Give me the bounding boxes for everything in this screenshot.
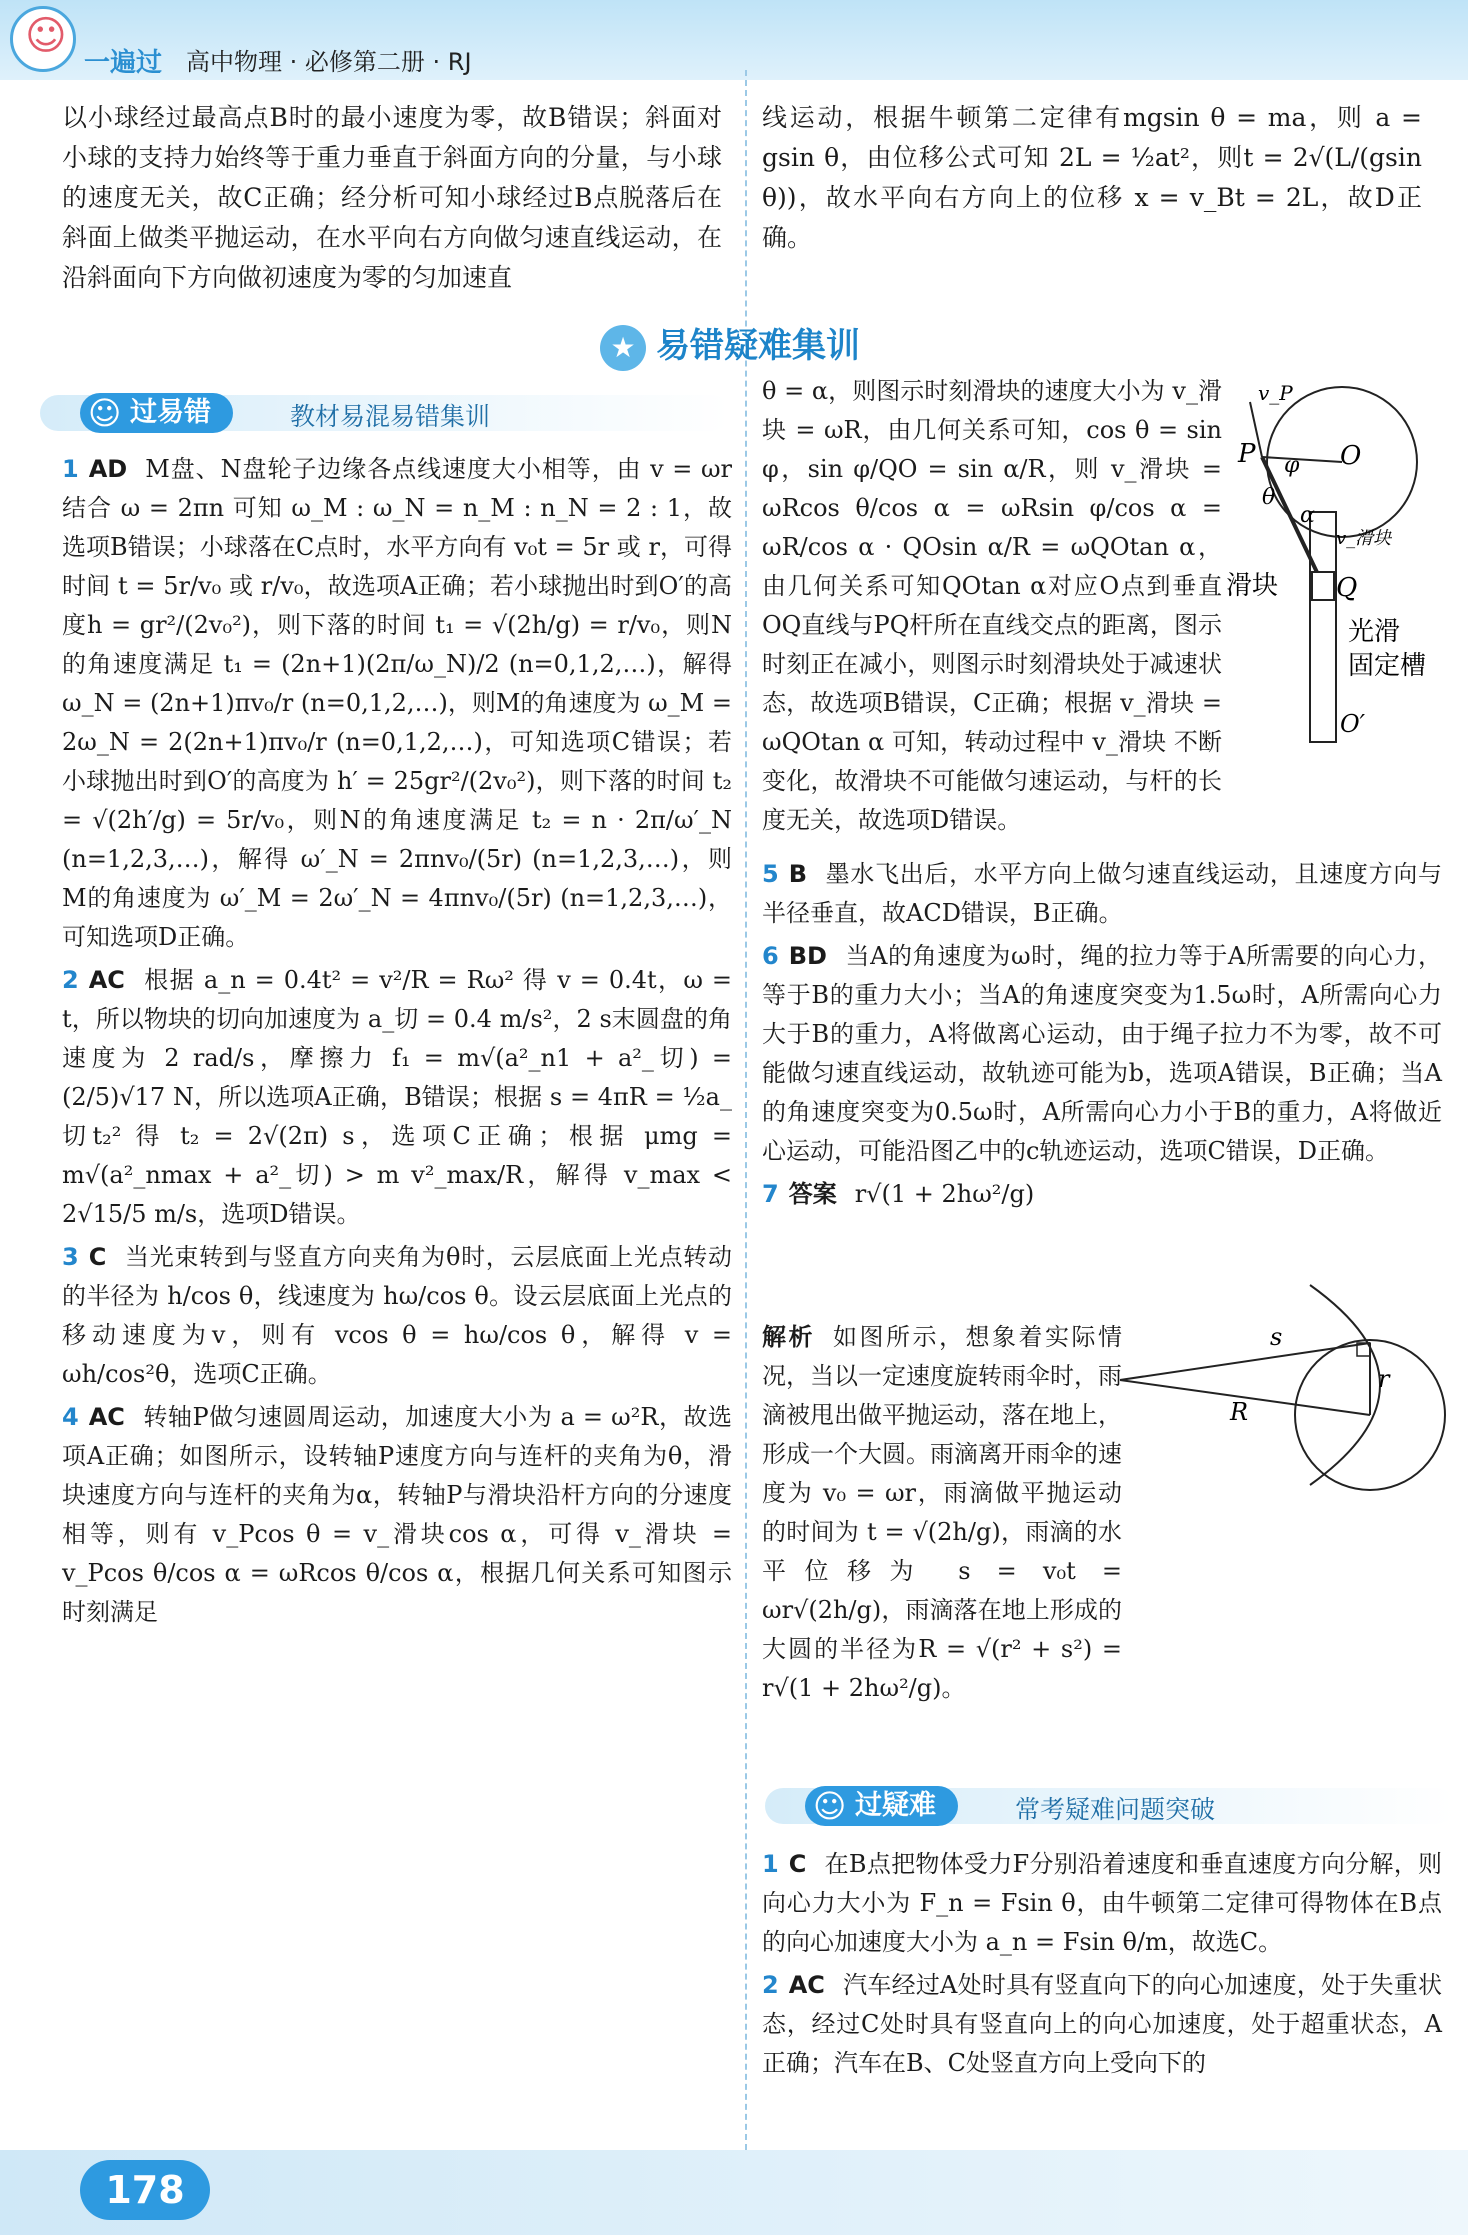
item-7-analysis: 解析 如图所示，想象着实际情况，当以一定速度旋转雨伞时，雨滴被甩出做平抛运动，落在地上，形成一个大圆。雨滴离开雨伞的速度为 v₀ = ωr，雨滴做平抛运动的时间为 t = √(2h/g)，雨滴的水平位移为 s = v₀t = ωr√(2h/g)，雨滴落在地上形成的大圆的半径为R = √(r² + s²) = r√(1 + 2hω²/g)。 xyxy=(762,1323,1122,1702)
item: 1 AD M盘、N盘轮子边缘各点线速度大小相等，由 v = ωr 结合 ω = 2πn 可知 ω_M : ω_N = n_M : n_N = 2 : 1，故选项B错误；小球落在C点时，水平方向有 v₀t = 5r 或 r，可得时间 t = 5r/v₀ 或 r/v₀，故选项A正确；若小球抛出时到O′的高度h = gr²/(2v₀²)，则下落的时间 t₁ = √(2h/g) = r/v₀，则N的角速度满足 t₁ = (2n+1)(2π/ω_N)/2 (n=0,1,2,…)，解得 ω_N = (2n+1)πv₀/r (n=0,1,2,…)，则M的角速度为 ω_M = 2ω_N = 2(2n+1)πv₀/r (n=0,1,2,…)，可知选项C错误；若小球抛出时到O′的高度为 h′ = 25gr²/(2v₀²)，则下落的时间 t₂ = √(2h′/g) = 5r/v₀，则N的角速度满足 t₂ = n · 2π/ω′_N (n=1,2,3,…)，解得 ω′_N = 2πnv₀/(5r) (n=1,2,3,…)，则M的角速度为 ω′_M = 2ω′_N = 4πnv₀/(5r) (n=1,2,3,…)，可知选项D正确。 xyxy=(62,455,732,951)
band-desc: 常考疑难问题突破 xyxy=(1015,1795,1216,1824)
fig1-label: 滑块 xyxy=(1226,571,1279,601)
top-left-text: 以小球经过最高点B时的最小速度为零，故B错误；斜面对小球的支持力始终等于重力垂直于斜面方向的分量，与小球的速度无关，故C正确；经分析可知小球经过B点脱落后在斜面上做类平抛运动，在水平向右方向做匀速直线运动，在沿斜面向下方向做初速度为零的匀加速直 xyxy=(62,103,722,292)
section-band-errors xyxy=(40,395,730,431)
fig1-label: Q xyxy=(1336,573,1358,603)
fig1-label: α xyxy=(1300,503,1315,528)
fig1-label: v_滑块 xyxy=(1336,528,1392,549)
page-footer xyxy=(0,2150,1468,2235)
umbrella-figure xyxy=(1120,1285,1450,1485)
fixed-groove xyxy=(1310,512,1336,742)
item: 1 C 在B点把物体受力F分别沿着速度和垂直速度方向分解，则向心力大小为 F_n = Fsin θ，由牛顿第二定律可得物体在B点的向心加速度大小为 a_n = Fsin θ/m，故选C。 xyxy=(762,1850,1442,1956)
fig1-label: 光滑 xyxy=(1348,617,1401,647)
crank-radius xyxy=(1262,457,1342,462)
fig1-label: θ xyxy=(1262,485,1276,510)
fig2-label: r xyxy=(1378,1365,1390,1393)
fig1-label: φ xyxy=(1284,453,1300,478)
subject-label: 高中物理 · 必修第二册 · RJ xyxy=(186,48,472,76)
item: 5 B 墨水飞出后，水平方向上做匀速直线运动，且速度方向与半径垂直，故ACD错误，B正确。 xyxy=(762,860,1442,927)
mascot-icon xyxy=(10,6,76,72)
fig1-label: O′ xyxy=(1340,710,1366,738)
fig1-label: P xyxy=(1238,439,1256,469)
slider-block xyxy=(1312,572,1334,600)
s-line xyxy=(1120,1343,1370,1380)
band-desc: 教材易混易错集训 xyxy=(290,402,491,431)
page-number: 178 xyxy=(80,2160,210,2220)
fig1-label: 固定槽 xyxy=(1348,651,1427,681)
left-items xyxy=(62,450,732,1636)
fig2-label: R xyxy=(1230,1398,1249,1426)
section-title: ★ 易错疑难集训 xyxy=(600,318,900,368)
column-divider xyxy=(745,70,747,2170)
right-item-cont: θ = α，则图示时刻滑块的速度大小为 v_滑块 = ωR，由几何关系可知，cos θ = sin φ，sin φ/QO = sin α/R，则 v_滑块 = ωRcos θ/cos α = ωRsin φ/cos α = ωR/cos α · QOsin α/R = ωQOtan α，由几何关系可知QOtan α对应O点到垂直OQ直线与PQ杆所在直线交点的距离，图示时刻正在减小，则图示时刻滑块处于减速状态，故选项B错误，C正确；根据 v_滑块 = ωQOtan α 可知，转动过程中 v_滑块 不断变化，故滑块不可能做匀速运动，与杆的长度无关，故选项D错误。 xyxy=(762,377,1222,834)
fig1-label: O xyxy=(1340,441,1362,471)
item: 3 C 当光束转到与竖直方向夹角为θ时，云层底面上光点转动的半径为 h/cos θ，线速度为 hω/cos θ。设云层底面上光点的移动速度为v，则有 vcos θ = hω/cos θ，解得 v = ωh/cos²θ，选项C正确。 xyxy=(62,1243,732,1388)
top-right-text: 线运动，根据牛顿第二定律有mgsin θ = ma，则 a = gsin θ，由位移公式可知 2L = ½at²，则t = 2√(L/(gsin θ))，故水平向右方向上的位移 x = v_Bt = 2L，故D正确。 xyxy=(762,103,1422,252)
brand-label: 一遍过 xyxy=(84,48,163,78)
section-band-difficult xyxy=(765,1788,1455,1824)
right-items xyxy=(762,855,1442,1218)
band-tag: ☺ 过易错 xyxy=(80,393,233,433)
item: 6 BD 当A的角速度为ω时，绳的拉力等于A所需要的向心力，等于B的重力大小；当A的角速度突变为1.5ω时，A所需向心力大于B的重力，A将做离心运动，由于绳子拉力不为零，故不可能做匀速直线运动，故轨迹可能为b，选项A错误，B正确；当A的角速度突变为0.5ω时，A所需向心力小于B的重力，A将做近心运动，可能沿图乙中的c轨迹运动，选项C错误，D正确。 xyxy=(762,942,1442,1165)
star-icon: ★ xyxy=(600,325,646,371)
page-header xyxy=(0,0,1468,80)
item: 4 AC 转轴P做匀速圆周运动，加速度大小为 a = ω²R，故选项A正确；如图所示，设转轴P速度方向与连杆的夹角为θ，滑块速度方向与连杆的夹角为α，转轴P与滑块沿杆方向的分速度相等，则有 v_Pcos θ = v_滑块cos α，可得 v_滑块 = v_Pcos θ/cos α = ωRcos θ/cos α，根据几何关系可知图示时刻满足 xyxy=(62,1403,732,1626)
band-tag: ☺ 过疑难 xyxy=(805,1786,958,1826)
fig2-label: s xyxy=(1270,1323,1283,1351)
fig1-label: v_P xyxy=(1258,381,1293,405)
difficult-items xyxy=(762,1845,1442,2087)
item: 7 答案 r√(1 + 2hω²/g) xyxy=(762,1180,1035,1208)
slider-crank-figure xyxy=(1226,372,1452,752)
item: 2 AC 汽车经过A处时具有竖直向下的向心加速度，处于失重状态，经过C处时具有竖直向上的向心加速度，处于超重状态，A正确；汽车在B、C处竖直方向上受向下的 xyxy=(762,1971,1442,2077)
item: 2 AC 根据 a_n = 0.4t² = v²/R = Rω² 得 v = 0.4t，ω = t，所以物块的切向加速度为 a_切 = 0.4 m/s²，2 s末圆盘的角速度为 2 rad/s，摩擦力 f₁ = m√(a²_n1 + a²_切) = (2/5)√17 N，所以选项A正确，B错误；根据 s = 4πR = ½a_切t₂² 得 t₂ = 2√(2π) s，选项C正确；根据 μmg = m√(a²_nmax + a²_切) > m v²_max/R，解得 v_max < 2√15/5 m/s，选项D错误。 xyxy=(62,966,732,1228)
